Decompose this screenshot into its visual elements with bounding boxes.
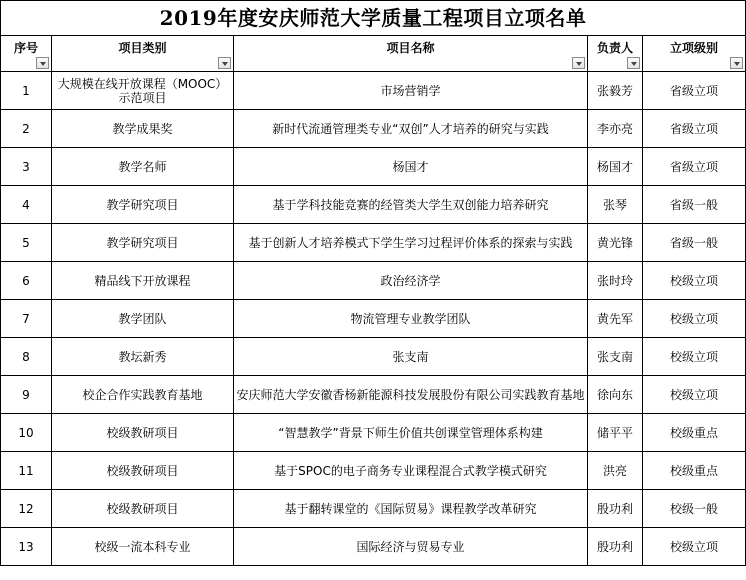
cell-owner[interactable]: 杨国才 <box>588 148 643 186</box>
table-row <box>1 224 746 262</box>
cell-seq[interactable]: 4 <box>1 186 52 224</box>
cell-seq[interactable]: 6 <box>1 262 52 300</box>
cell-owner[interactable]: 储平平 <box>588 414 643 452</box>
cell-owner[interactable]: 黄光锋 <box>588 224 643 262</box>
cell-level[interactable]: 校级重点 <box>643 452 746 490</box>
cell-seq[interactable]: 7 <box>1 300 52 338</box>
cell-type[interactable]: 教学团队 <box>52 300 234 338</box>
cell-level[interactable]: 校级立项 <box>643 262 746 300</box>
table-row <box>1 186 746 224</box>
cell-level[interactable]: 校级立项 <box>643 300 746 338</box>
cell-seq[interactable]: 13 <box>1 528 52 566</box>
table-row <box>1 528 746 566</box>
cell-seq[interactable]: 3 <box>1 148 52 186</box>
table-row <box>1 148 746 186</box>
cell-type[interactable]: 教学研究项目 <box>52 224 234 262</box>
cell-owner[interactable]: 洪亮 <box>588 452 643 490</box>
cell-seq[interactable]: 9 <box>1 376 52 414</box>
cell-owner[interactable]: 张时玲 <box>588 262 643 300</box>
filter-dropdown-icon[interactable] <box>36 57 49 69</box>
cell-seq[interactable]: 8 <box>1 338 52 376</box>
cell-type[interactable]: 教学研究项目 <box>52 186 234 224</box>
table-title: 2019年度安庆师范大学质量工程项目立项名单 <box>1 1 746 36</box>
cell-seq[interactable]: 10 <box>1 414 52 452</box>
cell-level[interactable]: 校级立项 <box>643 338 746 376</box>
table-row <box>1 300 746 338</box>
cell-level[interactable]: 省级立项 <box>643 72 746 110</box>
cell-type[interactable]: 校级一流本科专业 <box>52 528 234 566</box>
filter-dropdown-icon[interactable] <box>730 57 743 69</box>
cell-project-name[interactable]: “智慧教学”背景下师生价值共创课堂管理体系构建 <box>234 414 588 452</box>
cell-owner[interactable]: 殷功利 <box>588 490 643 528</box>
cell-type[interactable]: 教学名师 <box>52 148 234 186</box>
cell-seq[interactable]: 5 <box>1 224 52 262</box>
filter-dropdown-icon[interactable] <box>572 57 585 69</box>
header-owner: 负责人 <box>588 36 643 72</box>
header-name: 项目名称 <box>234 36 588 72</box>
cell-owner[interactable]: 张支南 <box>588 338 643 376</box>
cell-type[interactable]: 校级教研项目 <box>52 414 234 452</box>
cell-type[interactable]: 校级教研项目 <box>52 452 234 490</box>
cell-type[interactable]: 精品线下开放课程 <box>52 262 234 300</box>
cell-project-name[interactable]: 基于学科技能竞赛的经管类大学生双创能力培养研究 <box>234 186 588 224</box>
header-seq: 序号 <box>1 36 52 72</box>
cell-project-name[interactable]: 市场营销学 <box>234 72 588 110</box>
cell-owner[interactable]: 李亦亮 <box>588 110 643 148</box>
cell-owner[interactable]: 殷功利 <box>588 528 643 566</box>
cell-project-name[interactable]: 基于SPOC的电子商务专业课程混合式教学模式研究 <box>234 452 588 490</box>
cell-type[interactable]: 校级教研项目 <box>52 490 234 528</box>
table-row <box>1 376 746 414</box>
cell-project-name[interactable]: 物流管理专业教学团队 <box>234 300 588 338</box>
header-level: 立项级别 <box>643 36 746 72</box>
cell-level[interactable]: 校级重点 <box>643 414 746 452</box>
cell-level[interactable]: 省级立项 <box>643 110 746 148</box>
cell-owner[interactable]: 徐向东 <box>588 376 643 414</box>
header-type: 项目类别 <box>52 36 234 72</box>
table-row <box>1 262 746 300</box>
table-row <box>1 72 746 110</box>
cell-level[interactable]: 校级一般 <box>643 490 746 528</box>
cell-owner[interactable]: 张琴 <box>588 186 643 224</box>
cell-level[interactable]: 校级立项 <box>643 376 746 414</box>
cell-type[interactable]: 校企合作实践教育基地 <box>52 376 234 414</box>
cell-type[interactable]: 大规模在线开放课程（MOOC）示范项目 <box>52 72 234 110</box>
cell-seq[interactable]: 11 <box>1 452 52 490</box>
cell-project-name[interactable]: 国际经济与贸易专业 <box>234 528 588 566</box>
table-row <box>1 490 746 528</box>
cell-owner[interactable]: 张毅芳 <box>588 72 643 110</box>
cell-seq[interactable]: 12 <box>1 490 52 528</box>
cell-seq[interactable]: 1 <box>1 72 52 110</box>
table-row <box>1 110 746 148</box>
cell-type[interactable]: 教坛新秀 <box>52 338 234 376</box>
cell-project-name[interactable]: 基于翻转课堂的《国际贸易》课程教学改革研究 <box>234 490 588 528</box>
cell-level[interactable]: 省级立项 <box>643 148 746 186</box>
header-row <box>1 36 746 72</box>
cell-seq[interactable]: 2 <box>1 110 52 148</box>
filter-dropdown-icon[interactable] <box>627 57 640 69</box>
table-row <box>1 338 746 376</box>
cell-project-name[interactable]: 基于创新人才培养模式下学生学习过程评价体系的探索与实践 <box>234 224 588 262</box>
cell-owner[interactable]: 黄先军 <box>588 300 643 338</box>
cell-project-name[interactable]: 张支南 <box>234 338 588 376</box>
cell-level[interactable]: 省级一般 <box>643 224 746 262</box>
cell-project-name[interactable]: 新时代流通管理类专业“双创”人才培养的研究与实践 <box>234 110 588 148</box>
cell-project-name[interactable]: 安庆师范大学安徽香杨新能源科技发展股份有限公司实践教育基地 <box>234 376 588 414</box>
filter-dropdown-icon[interactable] <box>218 57 231 69</box>
cell-project-name[interactable]: 政治经济学 <box>234 262 588 300</box>
cell-level[interactable]: 省级一般 <box>643 186 746 224</box>
table-row <box>1 414 746 452</box>
cell-project-name[interactable]: 杨国才 <box>234 148 588 186</box>
table-row <box>1 452 746 490</box>
cell-level[interactable]: 校级立项 <box>643 528 746 566</box>
cell-type[interactable]: 教学成果奖 <box>52 110 234 148</box>
